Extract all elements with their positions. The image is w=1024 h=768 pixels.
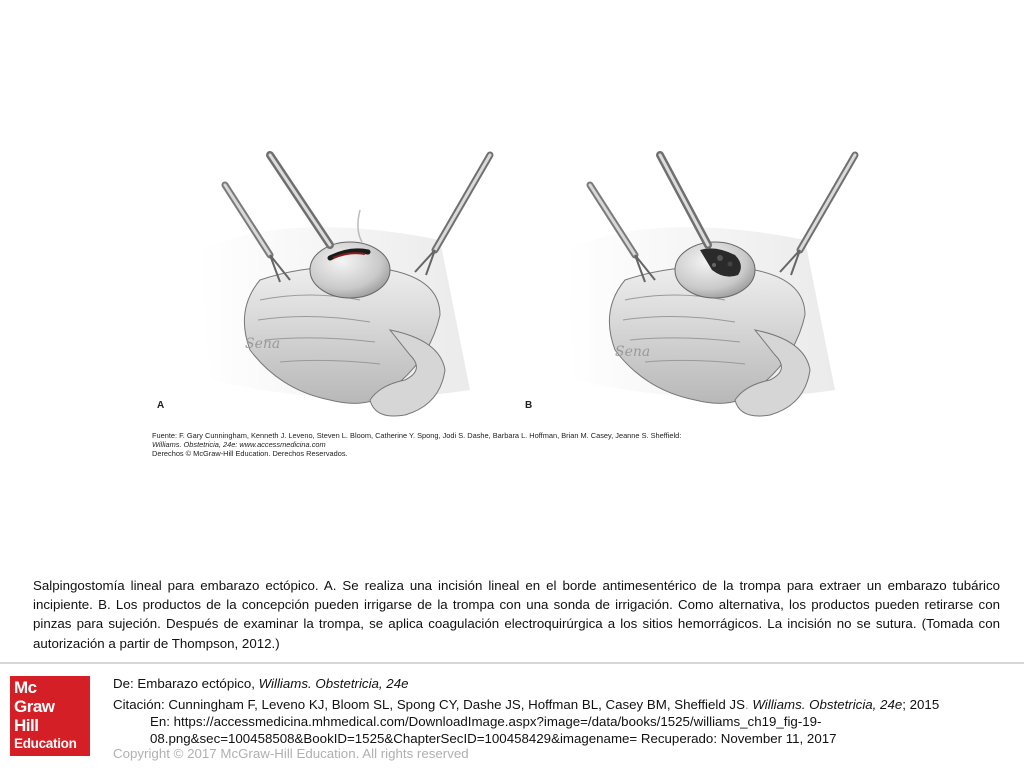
surgical-illustration xyxy=(140,130,870,460)
citation-authors: Citación: Cunningham F, Leveno KJ, Bloom SL, Spong CY, Dashe JS, Hoffman BL, Casey BM, Sheffield JS xyxy=(113,697,745,712)
citation-url-line-1: En: https://accessmedicina.mhmedical.com/DownloadImage.aspx?image=/data/books/1525/williams_ch19_fig-19- xyxy=(150,714,822,729)
panel-a-label: A xyxy=(157,400,165,411)
mcgraw-hill-logo xyxy=(10,676,90,756)
panel-a-drawing xyxy=(200,155,490,416)
illustration-drawing xyxy=(140,130,870,460)
citation-year: ; 2015 xyxy=(902,697,940,712)
citation-book-title: Williams. Obstetricia, 24e xyxy=(752,697,903,712)
source-chapter-line xyxy=(113,675,409,692)
panel-b-label: B xyxy=(525,400,533,411)
logo-line-graw: Graw xyxy=(14,697,55,716)
footer-divider xyxy=(0,662,1024,664)
citation-separator: . xyxy=(744,697,749,712)
figure-source-line: Fuente: F. Gary Cunningham, Kenneth J. Leveno, Steven L. Bloom, Catherine Y. Spong, Jodi S. Dashe, Barbara L. Hoffman, Brian M. Casey, Jeanne S. Sheffield: xyxy=(152,431,682,440)
logo-line-education: Education xyxy=(14,736,77,751)
citation-url-line-2: 08.png&sec=100458508&BookID=1525&ChapterSecID=100458429&imagename= Recuperado: November 11, 2017 xyxy=(150,731,837,746)
artist-signature-b: Sena xyxy=(615,344,651,360)
source-chapter-prefix: De: Embarazo ectópico, xyxy=(113,676,259,691)
figure-source-line: Williams. Obstetricia, 24e: www.accessmedicina.com xyxy=(152,440,326,449)
logo-line-mc: Mc xyxy=(14,678,37,697)
logo-line-hill: Hill xyxy=(14,716,39,735)
artist-signature-a: Sena xyxy=(245,336,281,352)
figure-source-line: Derechos © McGraw-Hill Education. Derechos Reservados. xyxy=(152,449,348,458)
citation-line xyxy=(113,696,939,713)
source-book-title: Williams. Obstetricia, 24e xyxy=(258,676,409,691)
figure-caption: Salpingostomía lineal para embarazo ectópico. A. Se realiza una incisión lineal en el borde antimesentérico de la trompa para extraer un embarazo tubárico incipiente. B. Los productos de la concepción pueden irrigarse de la trompa con una sonda de irrigación. Como alternativa, los productos pueden retirarse con pinzas para sujeción. Después de examinar la trompa, se aplica coagulación electroquirúrgica a los sitios hemorrágicos. La incisión no se sutura. (Tomada con autorización a partir de Thompson, 2012.) xyxy=(33,578,1000,651)
panel-b-drawing xyxy=(565,155,855,416)
copyright-notice: Copyright © 2017 McGraw-Hill Education. All rights reserved xyxy=(113,746,469,761)
